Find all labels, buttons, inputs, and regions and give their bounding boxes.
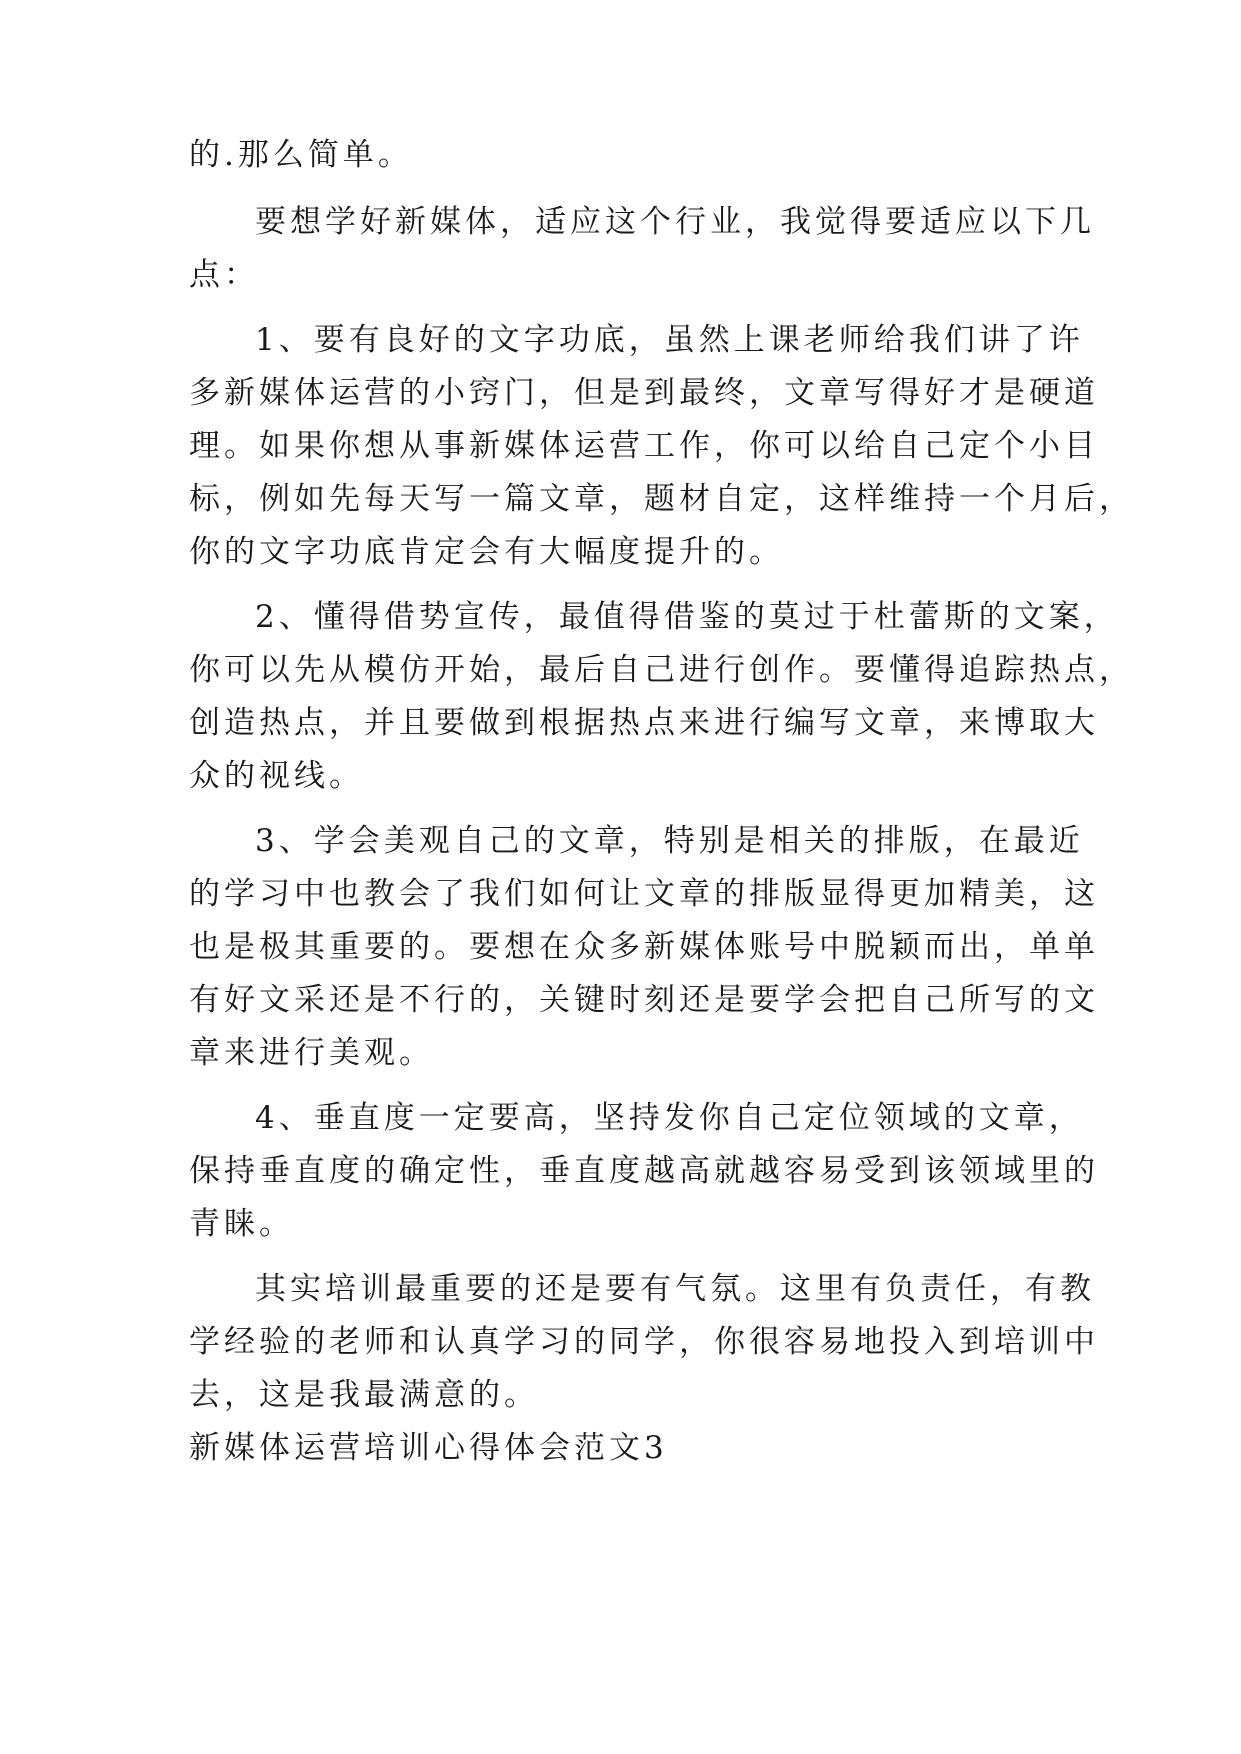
text-line: 青睐。 <box>189 1206 294 1242</box>
text-line: 众的视线。 <box>189 758 364 794</box>
text-line: 去，这是我最满意的。 <box>189 1377 539 1413</box>
paragraph-start-line: 3、学会美观自己的文章，特别是相关的排版，在最近 <box>255 823 1084 859</box>
paragraph-start-line: 1、要有良好的文字功底，虽然上课老师给我们讲了许 <box>255 322 1084 358</box>
text-line: 理。如果你想从事新媒体运营工作，你可以给自己定个小目 <box>189 428 1099 464</box>
section-heading: 新媒体运营培训心得体会范文3 <box>189 1430 668 1466</box>
text-line: 多新媒体运营的小窍门，但是到最终，文章写得好才是硬道 <box>189 375 1099 411</box>
text-line: 创造热点，并且要做到根据热点来进行编写文章，来博取大 <box>189 705 1099 741</box>
text-line: 也是极其重要的。要想在众多新媒体账号中脱颖而出，单单 <box>189 929 1099 965</box>
text-line: 标，例如先每天写一篇文章，题材自定，这样维持一个月后， <box>189 481 1134 517</box>
paragraph-start-line: 其实培训最重要的还是要有气氛。这里有负责任，有教 <box>255 1271 1095 1307</box>
paragraph-start-line: 4、垂直度一定要高，坚持发你自己定位领域的文章， <box>255 1100 1084 1136</box>
text-line: 你的文字功底肯定会有大幅度提升的。 <box>189 534 784 570</box>
text-line: 保持垂直度的确定性，垂直度越高就越容易受到该领域里的 <box>189 1153 1099 1189</box>
text-line: 的.那么简单。 <box>189 137 413 173</box>
text-line: 你可以先从模仿开始，最后自己进行创作。要懂得追踪热点， <box>189 652 1134 688</box>
text-line: 的学习中也教会了我们如何让文章的排版显得更加精美，这 <box>189 876 1099 912</box>
text-line: 章来进行美观。 <box>189 1035 434 1071</box>
text-line: 学经验的老师和认真学习的同学，你很容易地投入到培训中 <box>189 1324 1099 1360</box>
text-line: 有好文采还是不行的，关键时刻还是要学会把自己所写的文 <box>189 982 1099 1018</box>
text-line: 点： <box>189 257 259 293</box>
paragraph-start-line: 2、懂得借势宣传，最值得借鉴的莫过于杜蕾斯的文案， <box>255 599 1119 635</box>
paragraph-start-line: 要想学好新媒体，适应这个行业，我觉得要适应以下几 <box>255 204 1095 240</box>
